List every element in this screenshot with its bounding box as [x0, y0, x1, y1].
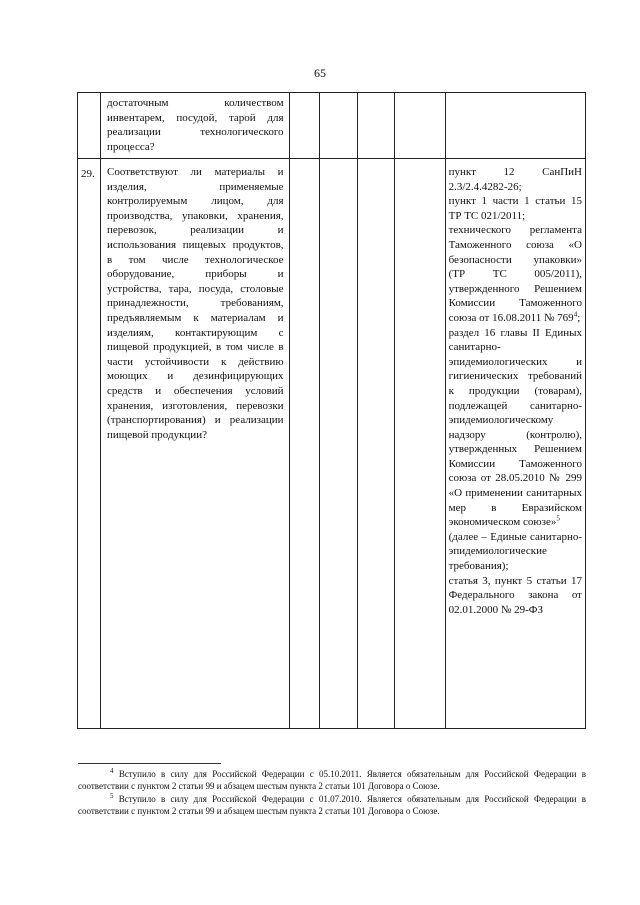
answer-cell: [357, 93, 395, 159]
requirements-cell: [445, 159, 585, 729]
table-row: [78, 93, 586, 159]
answer-cell: [289, 159, 319, 729]
footnotes: [78, 768, 586, 818]
footnote-ref: 4: [573, 310, 578, 319]
answer-cell: [289, 93, 319, 159]
requirement-item: [449, 223, 582, 325]
row-number-cell: 29.: [78, 159, 101, 729]
footnote-ref: 5: [556, 514, 560, 523]
footnote: [78, 768, 586, 792]
table-row: [78, 159, 586, 729]
checklist-table: [77, 92, 586, 729]
question-cell: достаточным количеством инвентарем, посудой, тарой для реализации технологического процесса?: [101, 93, 290, 159]
requirement-item: (далее – Единые санитарно-эпидемиологические требования);: [448, 530, 582, 573]
question-cell: Соответствуют ли материалы и изделия, применяемые контролируемым лицом, для производства, упаковки, хранения, перевозок, реализации и использования пищевых продуктов, в том числе технологическое оборудование, приборы и устройства, тара, посуда, столовые принадлежности, требованиям, предъявляемым к материалам и изделиям, контактирующим с пищевой продукцией, в том числе в части устойчивости к действию моющих и дезинфицирующих средств и обеспечения условий хранения, изготовления, перевозки (транспортирования) и реализации пищевой продукции?: [101, 159, 290, 729]
answer-cell: [395, 159, 445, 729]
requirement-item: пункт 12 СанПиН 2.3/2.4.4282-26;: [448, 166, 582, 193]
footnote-text: Вступило в силу для Российской Федерации с 05.10.2011. Является обязательным для Российской Федерации в соответствии с пунктом 2 статьи 99 и абзацем шестым пункта 2 статьи 101 Договора о Союзе.: [78, 769, 586, 791]
footnote-mark: 4: [110, 767, 114, 775]
answer-cell: [357, 159, 395, 729]
answer-cell: [395, 93, 445, 159]
page-number: 65: [314, 66, 326, 80]
requirement-text: технического регламента Таможенного союза «О безопасности упаковки» (ТР ТС 005/2011), утвержденного Решением Комиссии Таможенного союза от 16.08.2011 № 769: [448, 224, 582, 324]
footnote-divider: [78, 763, 221, 764]
requirement-item: [449, 326, 582, 530]
answer-cell: [319, 93, 357, 159]
requirement-item: пункт 1 части 1 статьи 15 ТР ТС 021/2011;: [448, 195, 582, 222]
footnote-mark: 5: [110, 792, 114, 800]
footnote-text: Вступило в силу для Российской Федерации с 01.07.2010. Является обязательным для Российской Федерации в соответствии с пунктом 2 статьи 99 и абзацем шестым пункта 2 статьи 101 Договора о Союзе.: [78, 794, 587, 816]
row-number-cell: [78, 93, 101, 159]
requirements-cell: [445, 93, 585, 159]
answer-cell: [319, 159, 357, 729]
footnote: [78, 793, 586, 817]
requirement-item: статья 3, пункт 5 статьи 17 Федерального закона от 02.01.2000 № 29-ФЗ: [448, 574, 582, 616]
requirement-tail: ;: [577, 311, 581, 324]
requirement-text: раздел 16 главы II Единых санитарно-эпидемиологических и гигиенических требований к продукции (товарам), подлежащей санитарно-эпидемиологическому надзору (контролю), утвержденных Решением Комиссии Таможенного союза от 28.05.2010 № 299 «О применении санитарных мер в Евразийском экономическом союзе»: [448, 326, 582, 529]
